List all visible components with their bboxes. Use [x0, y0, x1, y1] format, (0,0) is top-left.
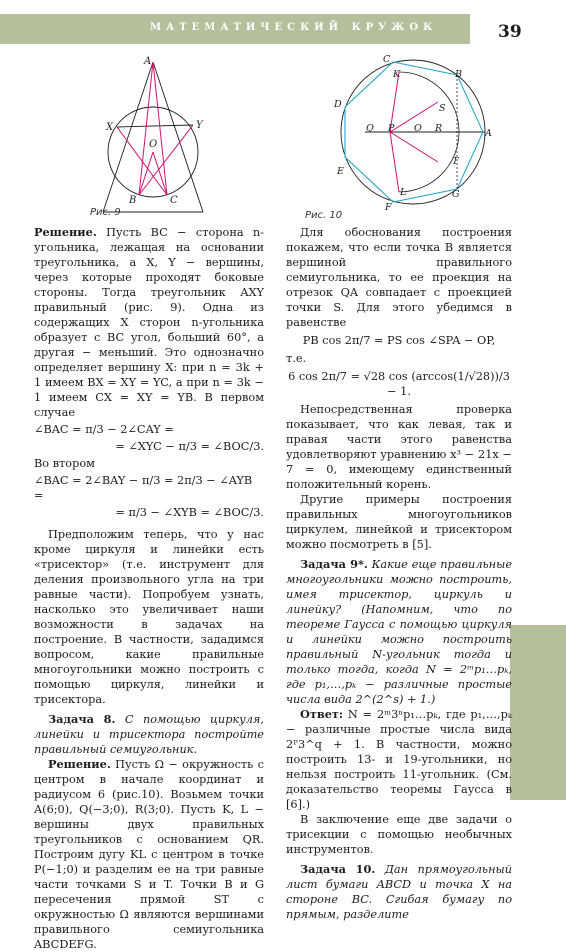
figure-10-caption: Рис. 10 [305, 210, 343, 221]
fig10-label-P: P [388, 123, 395, 134]
fig9-label-Y: Y [196, 120, 203, 131]
fig10-magenta-PL [390, 132, 399, 192]
fig10-label-G: G [452, 189, 460, 200]
answer-text: N = 2ᵐ3ⁿp₁…pₖ, где p₁,…,pₖ − различные простые числа вида 2ᴾ3^q + 1. В частности, можно построить 13- и 19-угольники, но нельзя построить 11-угольник. (См. доказательство теоремы Гаусса в [6].) [286, 708, 513, 811]
fig10-label-R: R [435, 123, 443, 134]
fig9-label-A: A [144, 56, 152, 67]
equation-1b: = ∠XYC − π/3 = ∠BOC/3. [115, 440, 264, 453]
fig10-label-O: O [414, 123, 422, 134]
fig9-label-O: O [149, 139, 158, 150]
task-10-text: Дан прямоугольный лист бумаги ABCD и точка X на стороне BC. Сгибая бумагу по прямым, разделите [286, 863, 513, 921]
fig10-label-L: L [400, 187, 407, 198]
task-9 [286, 557, 512, 707]
answer-paragraph [286, 707, 512, 812]
side-decoration [510, 625, 566, 800]
task-8-text: С помощью циркуля, линейки и трисектора постройте правильный семиугольник. [34, 713, 264, 756]
fig9-line-XY [117, 125, 193, 127]
equation-cos: 6 cos 2π/7 = √28 cos (arccos(1/√28))/3 − 1. [288, 370, 510, 398]
fig10-label-B: B [455, 69, 462, 80]
fig9-label-B: B [129, 195, 137, 206]
task-8 [34, 712, 264, 757]
solution-2-lead: Решение. [48, 757, 111, 771]
fig9-label-C: C [170, 195, 178, 206]
right-column [286, 225, 512, 922]
fig10-label-K: K [393, 69, 401, 80]
fig9-label-X: X [106, 122, 114, 133]
fig10-label-D: D [334, 99, 342, 110]
solution-paragraph [34, 225, 264, 420]
figure-9 [95, 52, 235, 217]
solution-2-text: Пусть Ω − окружность с центром в начале координат и радиусом 6 (рис.10). Возьмем точки A(6;0), Q(−3;0), R(3;0). Пусть K, L − вершины двух правильных треугольников с основанием QR. Построим дугу KL с центром в точке P(−1;0) и разделим ее на три равные части точками S и T. Точки B и G пересечения прямой ST с окружностью Ω являются вершинами правильного семиугольника ABCDEFG. [34, 758, 264, 951]
equation-pb: PB cos 2π/7 = PS cos ∠SPA − OP, [302, 334, 496, 347]
fig10-magenta-PT [390, 132, 438, 162]
second-case-label: Во втором [34, 457, 95, 470]
task-9-text: Какие еще правильные многоугольники можно построить, имея трисектор, циркуль и линейку? (Напомним, что по теореме Гаусса с помощью циркуля и линейки можно построить правильный N-угольник тогда и только тогда, когда N = 2ᵐp₁…pₖ, где p₁,…,pₖ − различные простые числа вида 2^(2^s) + 1.) [286, 558, 513, 706]
fig10-label-C: C [383, 54, 391, 65]
task-10 [286, 862, 512, 922]
justification-paragraph: Для обоснования построения покажем, что если точка B является вершиной правильного семиугольника, то ее проекция на отрезок QA совпадает с проекцией точки S. Для этого убедимся в равенстве [286, 226, 512, 329]
equation-1a: ∠BAC = π/3 − 2∠CAY = [34, 423, 174, 436]
figure-10 [325, 52, 495, 212]
task-8-label: Задача 8. [48, 712, 116, 726]
task-10-label: Задача 10. [300, 862, 376, 876]
fig10-label-Q: Q [366, 123, 374, 134]
solution-text: Пусть BC − сторона n-угольника, лежащая на основании треугольника, а X, Y − вершины, через которые проходят боковые стороны. Тогда треугольник AXY правильный (рис. 9). Одна из содержащих X сторон n-угольника образует с BC угол, больший 60°, а другая − меньший. Это однозначно определяет вершину X: при n = 3k + 1 имеем BX = XY = YC, а при n = 3k − 1 имеем CX = XY = YB. В первом случае [34, 226, 264, 419]
solution-lead: Решение. [34, 225, 97, 239]
trisector-paragraph: Предположим теперь, что у нас кроме циркуля и линейки есть «трисектор» (т.е. инструмент для деления произвольного угла на три равные части). Попробуем узнать, насколько это увеличивает наши возможности в задачах на построение. В частности, зададимся вопросом, какие правильные многоугольники можно построить с помощью циркуля, линейки и трисектора. [34, 528, 264, 706]
verification-paragraph: Непосредственная проверка показывает, что как левая, так и правая части этого равенства удовлетворяют уравнению x³ − 21x − 7 = 0, имеющему единственный положительный корень. [286, 403, 512, 491]
page-header [0, 0, 566, 44]
conclusion-paragraph: В заключение еще две задачи о трисекции с помощью необычных инструментов. [286, 813, 512, 856]
answer-label: Ответ: [300, 707, 344, 721]
fig10-label-A: A [485, 128, 492, 139]
fig10-label-E: E [337, 166, 344, 177]
fig10-label-F: F [385, 202, 392, 212]
page-number: 39 [498, 22, 522, 42]
fig10-label-S: S [439, 103, 446, 114]
left-column [34, 225, 264, 952]
te-label: т.е. [286, 352, 307, 365]
examples-paragraph: Другие примеры построения правильных многоугольников циркулем, линейкой и трисектором можно посмотреть в [5]. [286, 493, 512, 551]
figure-9-caption: Рис. 9 [90, 207, 121, 218]
equation-2a: ∠BAC = 2∠BAY − π/3 = 2π/3 − ∠AYB = [34, 474, 253, 502]
equation-2b: = π/3 − ∠XYB = ∠BOC/3. [115, 506, 264, 519]
running-title: МАТЕМАТИЧЕСКИЙ КРУЖОК [150, 22, 438, 33]
solution-2-paragraph [34, 757, 264, 952]
fig10-label-T: T [452, 156, 459, 167]
task-9-label: Задача 9*. [300, 557, 368, 571]
